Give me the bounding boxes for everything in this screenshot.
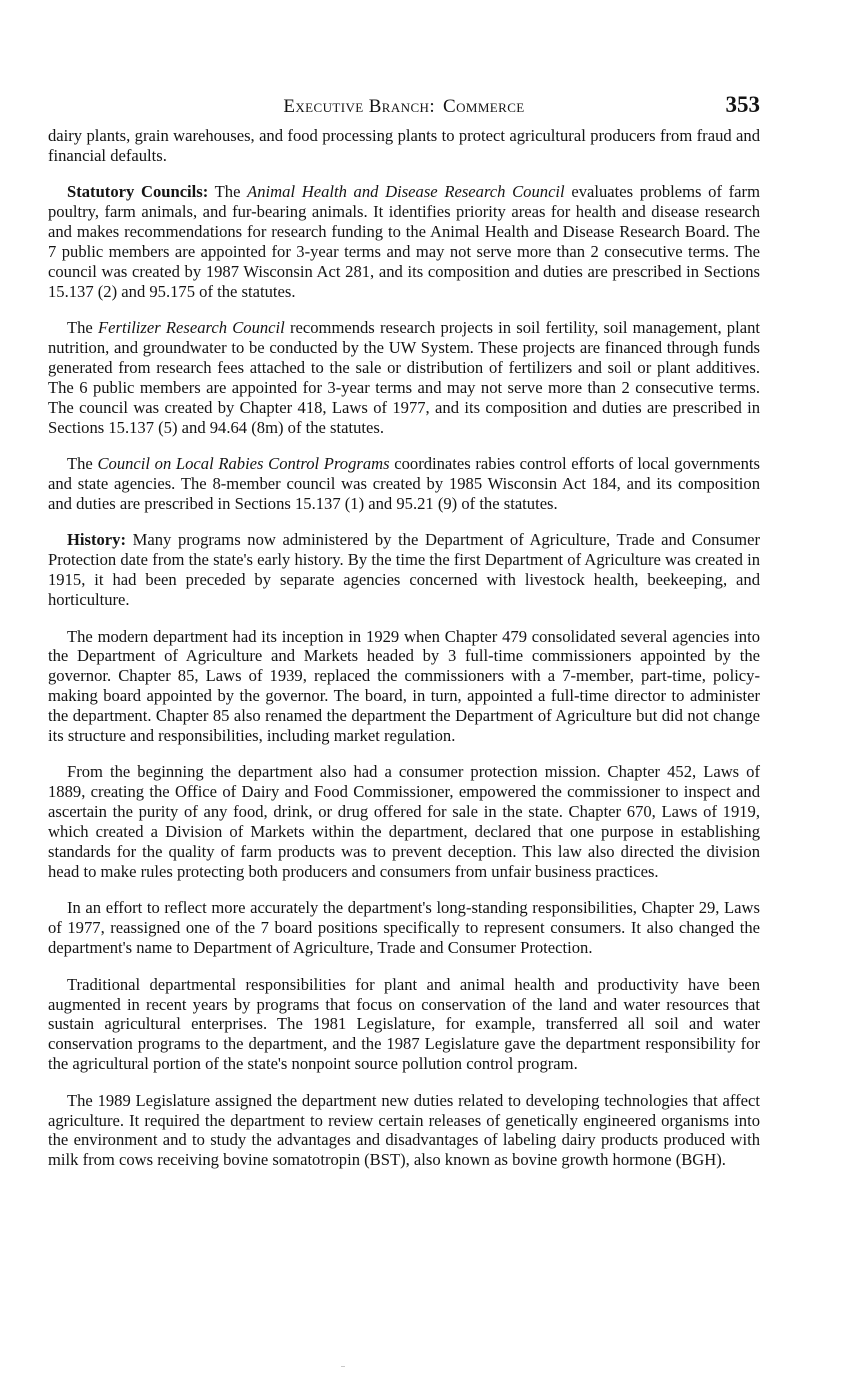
page-number: 353 xyxy=(725,92,760,117)
paragraph-text: The xyxy=(67,318,93,338)
council-name-fertilizer: Fertilizer Research Council xyxy=(98,318,285,338)
paragraph-rabies-council xyxy=(48,454,760,514)
scan-speck xyxy=(341,1366,345,1367)
paragraph-technologies: The 1989 Legislature assigned the department new duties related to developing technologies that affect agriculture. It required the department to review certain releases of genetically engineered organisms into the environment and to study the advantages and disadvantages of labeling dairy products produced with milk from cows receiving bovine somatotropin (BST), also known as bovine growth hormone (BGH). xyxy=(48,1090,760,1170)
paragraph-continued: dairy plants, grain warehouses, and food processing plants to protect agricultural producers from fraud and financial defaults. xyxy=(48,126,760,165)
paragraph-history xyxy=(48,530,760,610)
running-title xyxy=(48,96,760,118)
paragraph-text: evaluates problems of farm poultry, farm animals, and fur-bearing animals. It identifies priority areas for health and disease research and makes recommendations for research funding to the Animal Health and Disease Research Board. The 7 public members are appointed for 3-year terms and may not serve more than 2 consecutive terms. The council was created by 1987 Wisconsin Act 281, and its composition and duties are prescribed in Sections 15.137 (2) and 95.175 of the statutes. xyxy=(48,182,760,301)
running-header xyxy=(48,92,760,126)
paragraph-text: Many programs now administered by the Department of Agriculture, Trade and Consumer Protection date from the state's early history. By the time the first Department of Agriculture was created in 1915, it had been preceded by separate agencies concerned with livestock health, beekeeping, and horticulture. xyxy=(48,530,760,610)
paragraph-fertilizer-council xyxy=(48,318,760,437)
council-name-rabies: Council on Local Rabies Control Programs xyxy=(97,454,390,474)
paragraph-text: recommends research projects in soil fertility, soil management, plant nutrition, and groundwater to be conducted by the UW System. These projects are financed through funds generated from research fees attached to the sale or distribution of fertilizers and soil or plant additives. The 6 public members are appointed for 3-year terms and may not serve more than 2 consecutive terms. The council was created by Chapter 418, Laws of 1977, and its composition and duties are prescribed in Sections 15.137 (5) and 94.64 (8m) of the statutes. xyxy=(48,318,760,437)
header-section: Commerce xyxy=(443,96,525,117)
section-lead-history: History: xyxy=(67,530,126,550)
paragraph-text: The xyxy=(214,182,241,202)
paragraph-statutory-councils xyxy=(48,182,760,301)
paragraph-conservation: Traditional departmental responsibilities for plant and animal health and productivity have been augmented in recent years by programs that focus on conservation of the land and water resources that sustain agricultural enterprises. The 1981 Legislature, for example, transferred all soil and water conservation programs to the department, and the 1987 Legislature gave the department responsibility for the agricultural portion of the state's nonpoint source pollution control program. xyxy=(48,974,760,1074)
section-lead-statutory-councils: Statutory Councils: xyxy=(67,182,209,202)
paragraph-text: coordinates rabies control efforts of local governments and state agencies. The 8-member council was created by 1985 Wisconsin Act 184, and its composition and duties are prescribed in Sections 15.137 (1) and 95.21 (9) of the statutes. xyxy=(48,454,760,513)
paragraph-consumer-protection: From the beginning the department also had a consumer protection mission. Chapter 452, Laws of 1889, creating the Office of Dairy and Food Commissioner, empowered the commissioner to inspect and ascertain the purity of any food, drink, or drug offered for sale in the state. Chapter 670, Laws of 1919, which created a Division of Markets within the department, declared that one purpose in establishing standards for the quality of farm products was to prevent deception. This law also directed the division head to make rules protecting both producers and consumers from unfair business practices. xyxy=(48,762,760,881)
header-branch: Executive Branch: xyxy=(283,96,435,117)
paragraph-modern-department: The modern department had its inception in 1929 when Chapter 479 consolidated several agencies into the Department of Agriculture and Markets headed by 3 full-time commissioners appointed by the governor. Chapter 85, Laws of 1939, replaced the commissioners with a 7-member, part-time, policy-making board appointed by the governor. The board, in turn, appointed a full-time director to administer the department. Chapter 85 also renamed the department the Department of Agriculture but did not change its structure and responsibilities, including market regulation. xyxy=(48,626,760,746)
council-name-animal-health: Animal Health and Disease Research Council xyxy=(247,182,565,202)
paragraph-text: The xyxy=(67,454,93,474)
paragraph-name-change: In an effort to reflect more accurately the department's long-standing responsibilities, Chapter 29, Laws of 1977, reassigned one of the 7 board positions specifically to represent consumers. It also changed the department's name to Department of Agriculture, Trade and Consumer Protection. xyxy=(48,898,760,958)
document-page xyxy=(48,92,760,1187)
